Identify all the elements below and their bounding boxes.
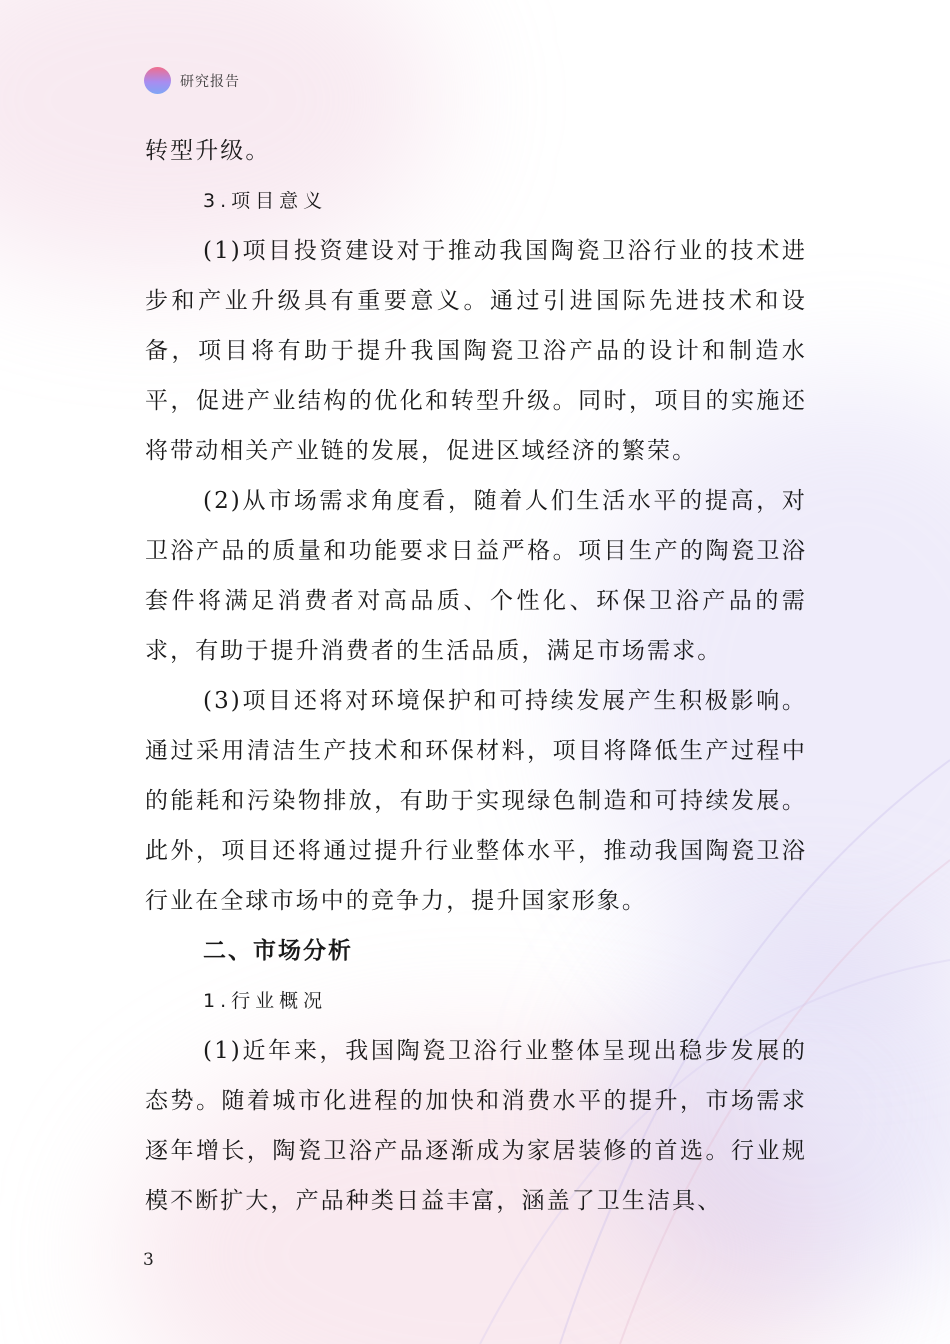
report-header: [144, 67, 240, 94]
paragraph: (1)近年来，我国陶瓷卫浴行业整体呈现出稳步发展的态势。随着城市化进程的加快和消费水平的提升，市场需求逐年增长，陶瓷卫浴产品逐渐成为家居装修的首选。行业规模不断扩大，产品种类日益丰富，涵盖了卫生洁具、: [145, 1038, 807, 1214]
continuation-text: 转型升级。: [145, 138, 271, 164]
paragraph: (1)项目投资建设对于推动我国陶瓷卫浴行业的技术进步和产业升级具有重要意义。通过引进国际先进技术和设备，项目将有助于提升我国陶瓷卫浴产品的设计和制造水平，促进产业结构的优化和转型升级。同时，项目的实施还将带动相关产业链的发展，促进区域经济的繁荣。: [145, 238, 807, 464]
gradient-circle-logo-icon: [144, 67, 171, 94]
paragraph: (3)项目还将对环境保护和可持续发展产生积极影响。通过采用清洁生产技术和环保材料，项目将降低生产过程中的能耗和污染物排放，有助于实现绿色制造和可持续发展。此外，项目还将通过提升行业整体水平，推动我国陶瓷卫浴行业在全球市场中的竞争力，提升国家形象。: [145, 688, 807, 914]
document-body: [145, 126, 807, 1226]
subheading-project-significance: 3.项目意义: [203, 190, 328, 212]
section-heading-market-analysis: 二、市场分析: [203, 938, 353, 964]
header-title: 研究报告: [180, 73, 240, 90]
page-number: 3: [143, 1250, 154, 1270]
paragraph: (2)从市场需求角度看，随着人们生活水平的提高，对卫浴产品的质量和功能要求日益严格。项目生产的陶瓷卫浴套件将满足消费者对高品质、个性化、环保卫浴产品的需求，有助于提升消费者的生活品质，满足市场需求。: [145, 488, 807, 664]
subheading-industry-overview: 1.行业概况: [203, 990, 328, 1012]
